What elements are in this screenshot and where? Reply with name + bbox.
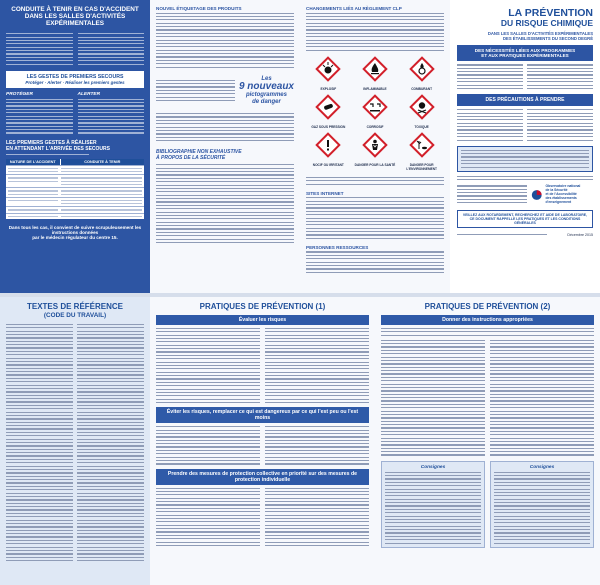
accident-title-line2: DANS LES SALLES D'ACTIVITÉS EXPÉRIMENTALES (24, 13, 126, 28)
picto-caption: GAZ SOUS PRESSION (311, 124, 346, 129)
sites-title: SITES INTERNET (306, 190, 344, 196)
avoid-risks-bar: Éviter les risques, remplacer ce qui est dangereux par ce qui l'est peu ou l'est moins (156, 407, 369, 423)
health-hazard-pictogram (353, 132, 398, 171)
accident-panel (0, 0, 150, 293)
gas-pictogram (306, 94, 351, 129)
picto-caption: TOXIQUE (414, 124, 429, 129)
consignes-box-left (381, 461, 485, 548)
necessites-box (457, 45, 593, 61)
necessites-line1: DES NÉCESSITÉS LIÉES AUX PROGRAMMES (474, 48, 576, 54)
collective-protection-bar: Prendre des mesures de protection collective en priorité sur des mesures de protection individuelle (156, 469, 369, 485)
first-aid-bar-subtitle: Protéger · Alerter · Réaliser les premiers gestes (25, 79, 125, 85)
table-row (6, 197, 144, 207)
skull-icon (409, 94, 435, 120)
consignes-heading: Consignes (529, 464, 555, 470)
table-row (6, 174, 144, 187)
table-row (6, 165, 144, 175)
picto-caption: EXPLOSIF (320, 86, 337, 91)
consignes-box-right (490, 461, 594, 548)
practices-2-panel (375, 297, 600, 585)
gas-cylinder-icon (315, 94, 341, 120)
explosive-icon (315, 56, 341, 82)
cover-subtitle-line1: DANS LES SALLES D'ACTIVITÉS EXPÉRIMENTALES (487, 31, 593, 37)
accident-title-line1: CONDUITE À TENIR EN CAS D'ACCIDENT (11, 6, 139, 13)
nine-pictograms-heading (239, 76, 294, 105)
biblio-title-line1: BIBLIOGRAPHIE NON EXHAUSTIVE (156, 149, 242, 156)
pictos-title-1: Les (261, 75, 272, 82)
first-gestures-title-line2: EN ATTENDANT L'ARRIVÉE DES SECOURS (6, 145, 110, 152)
accident-footer-line1: Dans tous les cas, il convient de suivre scrupuleusement les instructions données (8, 224, 142, 235)
dead-tree-fish-icon (409, 132, 435, 158)
bottom-sheet (0, 297, 600, 585)
consignes-heading: Consignes (420, 464, 446, 470)
instructions-bar: Donner des instructions appropriées (381, 315, 594, 325)
accident-footer-line2: par le médecin régulateur du centre 15. (32, 234, 118, 240)
reference-title-line1: TEXTES DE RÉFÉRENCE (26, 302, 123, 311)
first-aid-bar-title: LES GESTES DE PREMIERS SECOURS (26, 73, 124, 80)
notice-line1: VEILLEZ AUX ROTARDEMENT, RECHERCHEZ ET AIDE DE LABORATOIRE, (462, 212, 588, 217)
reference-texts-panel (0, 297, 150, 585)
environment-pictogram (399, 132, 444, 171)
first-gestures-title-line1: LES PREMIERS GESTES À RÉALISER (6, 139, 97, 146)
logo-line1: Observatoire national (545, 184, 581, 189)
clp-title: CHANGEMENTS LIÉS AU RÈGLEMENT CLP (306, 6, 402, 11)
cover-title-line1: LA PRÉVENTION (508, 7, 593, 19)
labeling-panel (150, 0, 300, 293)
toxic-pictogram (399, 94, 444, 129)
flame-over-circle-icon (409, 56, 435, 82)
highlight-box (457, 146, 593, 172)
logo-line2: de la Sécurité (545, 188, 568, 193)
notice-line2: CE DOCUMENT RAPPELLE LES PRATIQUES ET LES CONDITIONS GÉNÉRALES (469, 216, 581, 225)
corrosive-pictogram (353, 94, 398, 129)
precautions-title: DES PRÉCAUTIONS À PRENDRE (457, 94, 593, 106)
irritant-pictogram (306, 132, 351, 171)
practices-2-title: PRATIQUES DE PRÉVENTION (2) (424, 302, 551, 311)
exclamation-icon (315, 132, 341, 158)
flame-icon (362, 56, 388, 82)
picto-caption: INFLAMMABLE (363, 86, 387, 91)
biblio-title-line2: À PROPOS DE LA SÉCURITÉ (156, 155, 226, 162)
evaluate-risks-bar: Évaluer les risques (156, 315, 369, 325)
practices-1-title: PRATIQUES DE PRÉVENTION (1) (199, 302, 326, 311)
pictos-title-2: 9 nouveaux (238, 80, 294, 92)
reference-title-line2: (CODE DU TRAVAIL) (43, 311, 107, 319)
ghs-pictogram-grid (306, 56, 444, 171)
cover-title-line2: DU RISQUE CHIMIQUE (500, 18, 593, 29)
picto-caption: CORROSIF (366, 124, 384, 129)
logo-line3: et de l'Accessibilité (545, 192, 577, 197)
logo-line4: des établissements d'enseignement (545, 196, 577, 204)
ons-logo (531, 185, 593, 205)
health-hazard-icon (362, 132, 388, 158)
necessites-line2: ET AUX PRATIQUES EXPÉRIMENTALES (481, 53, 569, 59)
ons-logo-icon (531, 188, 542, 202)
bottom-notice-box (457, 210, 593, 228)
practices-1-panel (150, 297, 375, 585)
proteger-heading: PROTÉGER (6, 91, 33, 97)
personnes-title: PERSONNES RESSOURCES (306, 244, 369, 250)
cover-subtitle-line2: DES ÉTABLISSEMENTS DU SECOND DEGRÉ (503, 36, 593, 42)
table-header-nature: NATURE DE L'ACCIDENT (6, 159, 61, 165)
new-label-title: NOUVEL ÉTIQUETAGE DES PRODUITS (156, 6, 242, 11)
table-row (6, 187, 144, 197)
explosive-pictogram (306, 56, 351, 91)
cover-date: Décembre 2015 (567, 232, 593, 237)
clp-panel (300, 0, 450, 293)
picto-caption: NOCIF OU IRRITANT (312, 162, 344, 167)
cover-panel (450, 0, 600, 293)
corrosion-icon (362, 94, 388, 120)
table-row (6, 213, 144, 219)
flammable-pictogram (353, 56, 398, 91)
pictos-title-3: pictogrammes (245, 92, 287, 99)
picto-caption: COMBURANT (411, 86, 433, 91)
table-header-conduite: CONDUITE À TENIR (84, 159, 121, 164)
picto-caption: DANGER POUR LA SANTÉ (354, 162, 396, 167)
oxidizer-pictogram (399, 56, 444, 91)
picto-caption: DANGER POUR L'ENVIRONNEMENT (406, 162, 437, 171)
first-aid-table (6, 159, 144, 219)
pictos-title-4: de danger (252, 98, 281, 105)
alerter-heading: ALERTER (77, 91, 101, 97)
